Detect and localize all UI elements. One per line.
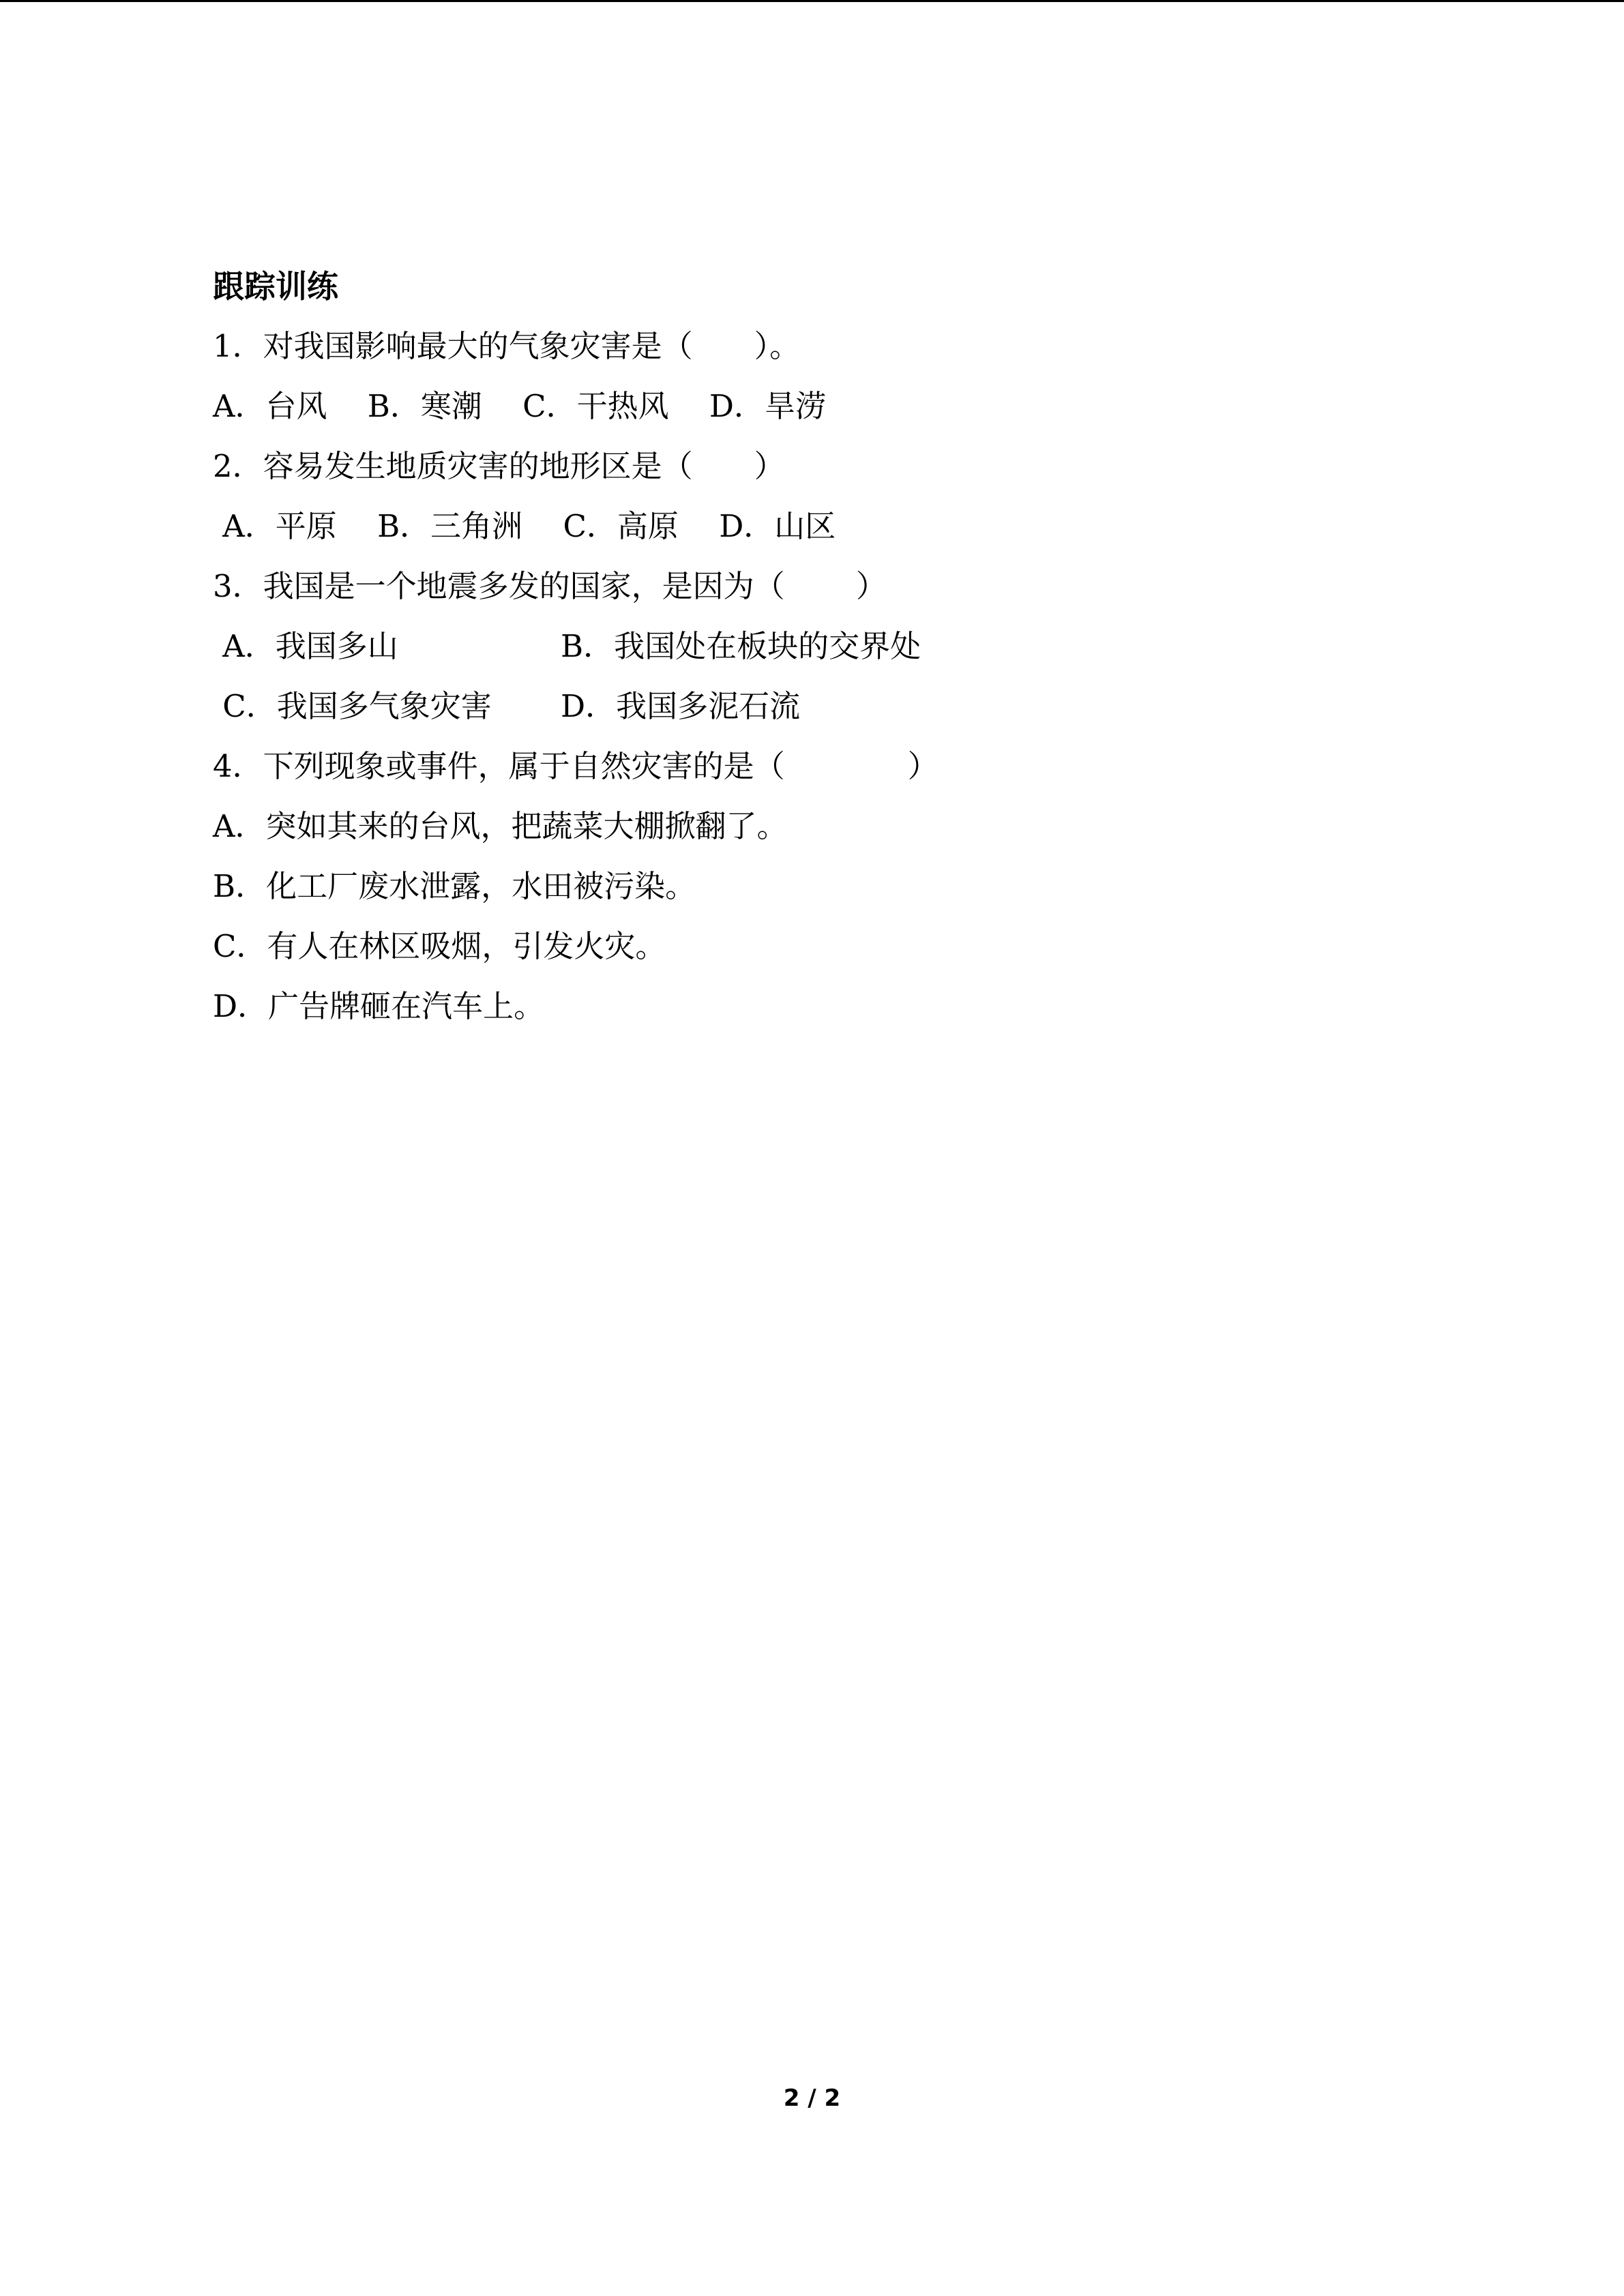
question-4-option-a: A．突如其来的台风，把蔬菜大棚掀翻了。 xyxy=(213,808,788,844)
question-3-option-b: B．我国处在板块的交界处 xyxy=(561,628,921,664)
question-3-option-c: C．我国多气象灾害 xyxy=(213,688,492,724)
question-1-stem: 1．对我国影响最大的气象灾害是（ ）。 xyxy=(213,328,801,364)
top-border-rule xyxy=(0,0,1624,2)
question-4-option-d: D．广告牌砸在汽车上。 xyxy=(213,988,545,1024)
page-number: 2 / 2 xyxy=(783,2085,841,2112)
question-4-option-c: C．有人在林区吸烟，引发火灾。 xyxy=(213,928,666,964)
question-4-option-b: B．化工厂废水泄露，水田被污染。 xyxy=(213,868,696,904)
question-2-stem: 2．容易发生地质灾害的地形区是（ ） xyxy=(213,448,785,484)
question-2-options: A．平原 B．三角洲 C．高原 D．山区 xyxy=(213,508,836,544)
question-3-stem: 3．我国是一个地震多发的国家，是因为（ ） xyxy=(213,568,887,604)
question-3-option-d: D．我国多泥石流 xyxy=(561,688,801,724)
question-3-option-a: A．我国多山 xyxy=(213,628,398,664)
question-4-stem: 4．下列现象或事件，属于自然灾害的是（ ） xyxy=(213,748,939,784)
section-title: 跟踪训练 xyxy=(213,268,338,305)
question-1-options: A．台风 B．寒潮 C．干热风 D．旱涝 xyxy=(213,388,826,424)
